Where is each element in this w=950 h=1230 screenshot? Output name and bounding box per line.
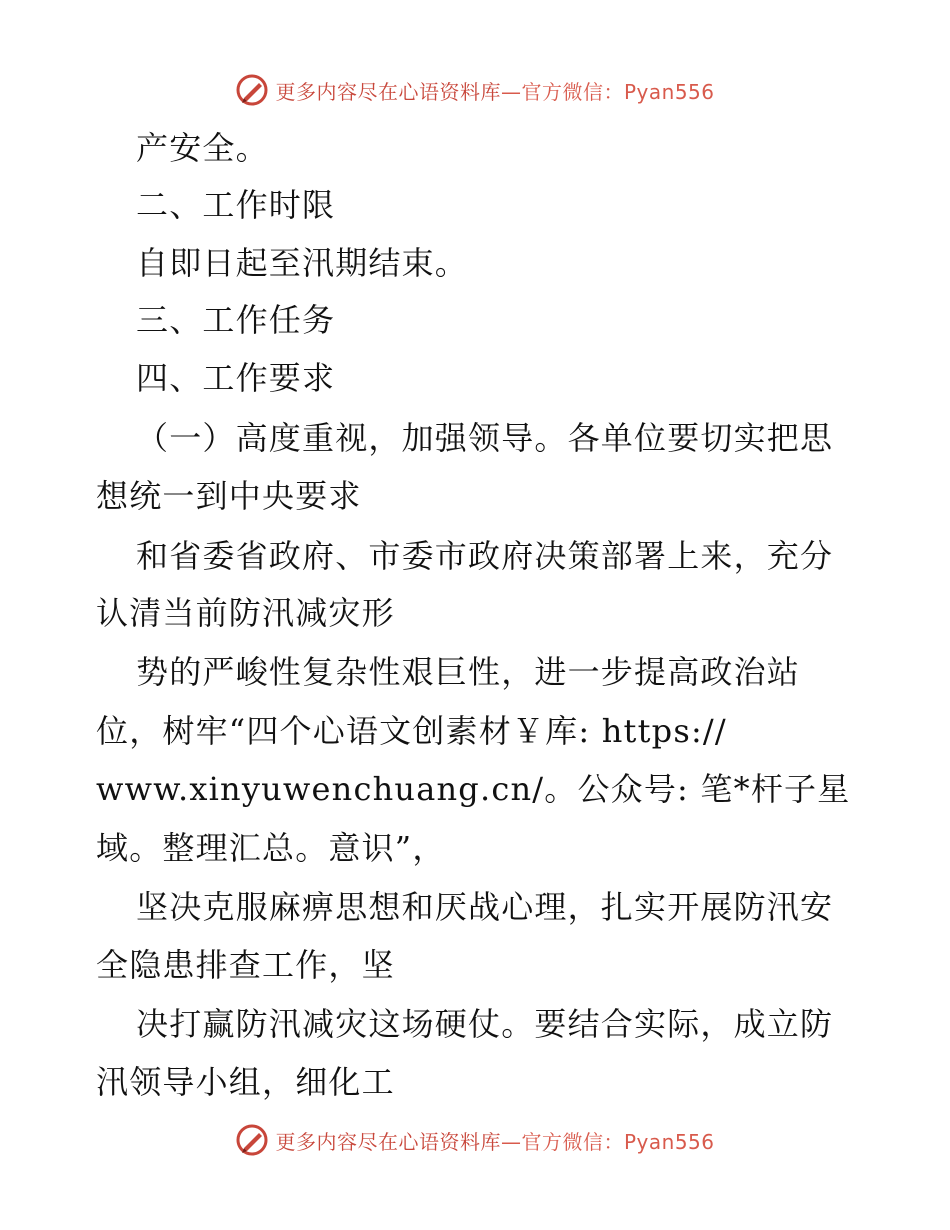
text-line: （一）高度重视，加强领导。各单位要切实把思 (136, 419, 834, 457)
pen-logo-icon (235, 1123, 269, 1157)
text-line: 汛领导小组，细化工 (96, 1063, 395, 1101)
text-line: 产安全。 (136, 129, 269, 167)
watermark-text: 更多内容尽在心语资料库—官方微信：Pyan556 (275, 1129, 715, 1154)
text-line: 势的严峻性复杂性艰巨性，进一步提高政治站 (136, 653, 801, 691)
text-line: 位，树牢“四个心语文创素材￥库: https:// (96, 712, 727, 750)
text-line: 想统一到中央要求 (96, 477, 362, 515)
text-line: www.xinyuwenchuang.cn/。公众号: 笔*杆子星 (96, 770, 851, 808)
text-line: 自即日起至汛期结束。 (136, 244, 469, 282)
footer-watermark (0, 1120, 950, 1160)
section-heading: 四、工作要求 (136, 359, 336, 397)
text-line: 决打赢防汛减灾这场硬仗。要结合实际，成立防 (136, 1005, 834, 1043)
text-line: 坚决克服麻痹思想和厌战心理，扎实开展防汛安 (136, 888, 834, 926)
watermark-text: 更多内容尽在心语资料库—官方微信：Pyan556 (275, 79, 715, 104)
section-heading: 三、工作任务 (136, 301, 336, 339)
text-line: 全隐患排查工作，坚 (96, 946, 395, 984)
section-heading: 二、工作时限 (136, 186, 336, 224)
text-line: 认清当前防汛减灾形 (96, 594, 395, 632)
text-line: 和省委省政府、市委市政府决策部署上来，充分 (136, 537, 834, 575)
text-line: 域。整理汇总。意识”， (96, 829, 446, 867)
